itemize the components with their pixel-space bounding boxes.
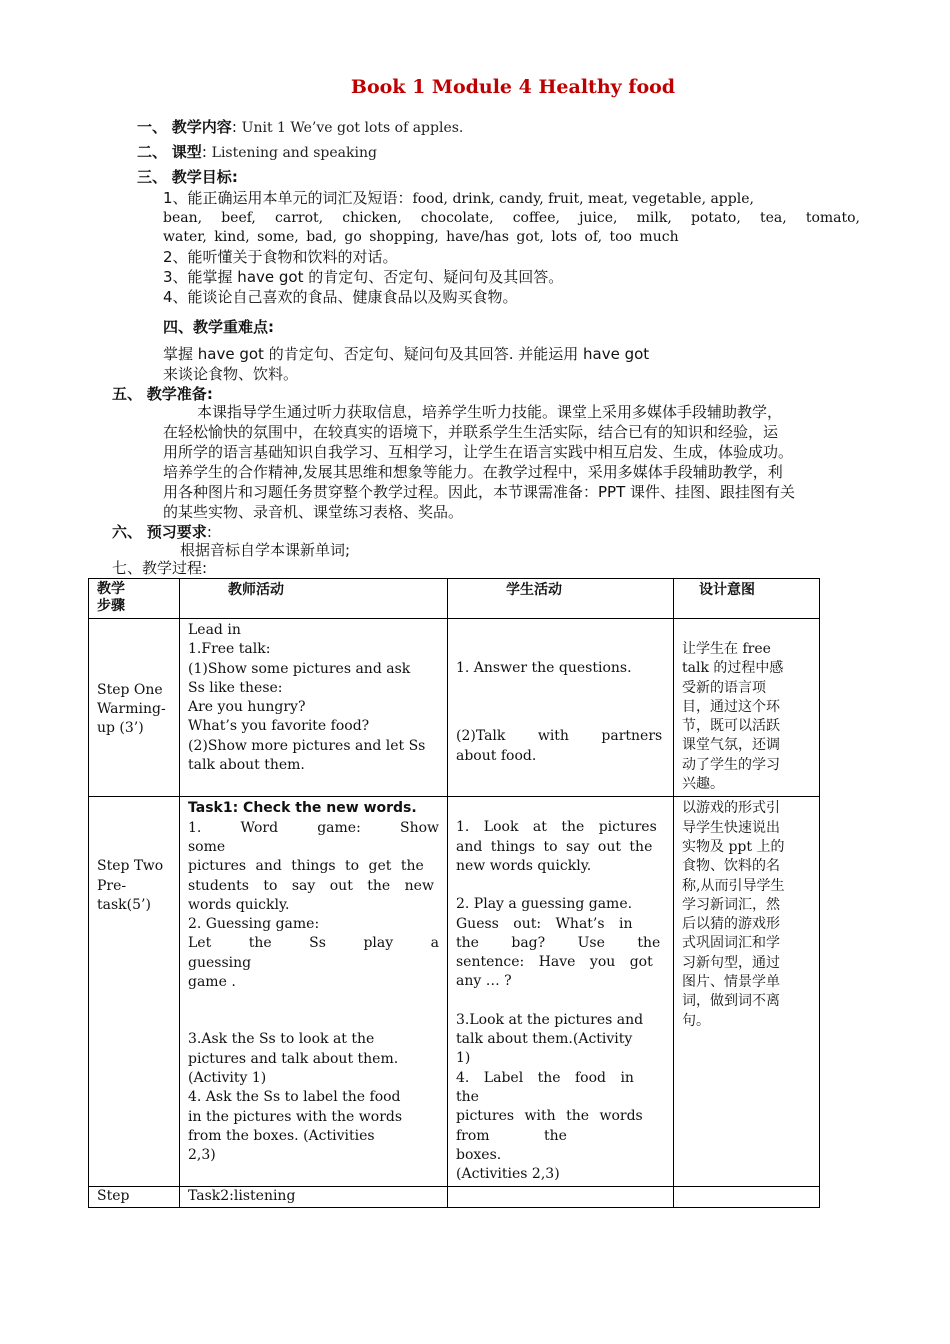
preparation-line: 在轻松愉快的氛围中，在较真实的语境下，并联系学生生活实际，结合已有的知识和经验，运 [163, 423, 779, 441]
section-lesson-type: 二、 课型: Listening and speaking [137, 143, 377, 161]
section-number: 五、 [112, 385, 143, 403]
table-header-row [89, 579, 820, 619]
preview-text: 根据音标自学本课新单词; [180, 541, 351, 559]
header-teacher: 教师活动 [180, 579, 448, 619]
section-preview: 六、 预习要求: [112, 523, 212, 541]
section-label: 教学目标 [171, 168, 232, 186]
preparation-line: 培养学生的合作精神,发展其思维和想象等能力。在教学过程中，采用多媒体手段辅助教学，利 [163, 463, 783, 481]
section-label: 四、教学重难点 [163, 318, 269, 336]
design-intent-cell: 以游戏的形式引 导学生快速说出 实物及 ppt 上的 食物、饮料的名 称,从而引导学生 学习新词汇，然 后以猜的游戏形 式巩固词汇和学 习新句型，通过 图片、情景学单 词，做到词不离 句。 [674, 797, 820, 1187]
section-label: 教学准备 [146, 385, 207, 403]
section-label: 预习要求 [146, 523, 207, 541]
table-row [89, 797, 820, 1187]
section-objectives: 三、 教学目标: [137, 168, 238, 186]
difficulty-line-1: 掌握 have got 的肯定句、否定句、疑问句及其回答. 并能运用 have got [163, 345, 650, 363]
section-value: Unit 1 We’ve got lots of apples. [241, 120, 464, 136]
page-title: Book 1 Module 4 Healthy food [350, 76, 676, 98]
preparation-line: 的某些实物、录音机、课堂练习表格、奖品。 [163, 503, 464, 521]
section-value: Listening and speaking [211, 145, 377, 161]
objective-4: 4、能谈论自己喜欢的食品、健康食品以及购买食物。 [163, 288, 518, 306]
section-number: 三、 [137, 168, 168, 186]
step-cell: Step [89, 1187, 180, 1207]
header-step: 教学步骤 [89, 579, 180, 619]
preparation-line: 本课指导学生通过听力获取信息，培养学生听力技能。课堂上采用多媒体手段辅助教学， [197, 403, 783, 421]
objective-3: 3、能掌握 have got 的肯定句、否定句、疑问句及其回答。 [163, 268, 564, 286]
section-number: 二、 [137, 143, 168, 161]
vocab-line-1: food, drink, candy, fruit, meat, vegetable, apple, [412, 191, 754, 207]
section-preparation: 五、 教学准备: [112, 385, 213, 403]
design-intent-cell [674, 1187, 820, 1207]
student-activity-cell: 1. Answer the questions. (2)Talk with partners about food. [448, 619, 674, 797]
header-intent: 设计意图 [674, 579, 820, 619]
section-number: 一、 [137, 118, 168, 136]
section-label: 七、教学过程 [112, 559, 203, 577]
teacher-activity-cell: Lead in 1.Free talk: (1)Show some pictures and ask Ss like these: Are you hungry? What’s you favorite food? (2)Show more pictures and let Ss talk about them. [180, 619, 448, 797]
lesson-plan-table [88, 578, 820, 1208]
section-label: 课型 [171, 143, 202, 161]
objective-2: 2、能听懂关于食物和饮料的对话。 [163, 248, 398, 266]
step-cell: Step Two Pre-task(5’) [89, 797, 180, 1187]
header-student: 学生活动 [448, 579, 674, 619]
section-label: 教学内容 [171, 118, 232, 136]
difficulty-line-2: 来谈论食物、饮料。 [163, 365, 299, 383]
student-activity-cell [448, 1187, 674, 1207]
section-content: 一、 教学内容: Unit 1 We’ve got lots of apples. [137, 118, 464, 136]
student-activity-cell: 1. Look at the pictures and things to say out the new words quickly. 2. Play a guessing game. Guess out: What’s in the bag? Use the sentence: Have you got any … ? 3.Look at the pictures and talk about them.(Activity 1) 4. Label the food in the pictures with the words from the boxes. (Activities 2,3) [448, 797, 674, 1187]
preparation-line: 用所学的语言基础知识自我学习、互相学习，让学生在语言实践中相互启发、生成，体验成功。 [163, 443, 794, 461]
section-number: 六、 [112, 523, 143, 541]
vocab-line-3: water, kind, some, bad, go shopping, have/has got, lots of, too much [163, 229, 679, 245]
preparation-line: 用各种图片和习题任务贯穿整个教学过程。因此，本节课需准备：PPT 课件、挂图、跟挂图有关 [163, 483, 796, 501]
step-cell: Step One Warming-up (3’) [89, 619, 180, 797]
vocab-line-2: bean, beef, carrot, chicken, chocolate, coffee, juice, milk, potato, tea, tomato, [163, 210, 860, 226]
section-difficulty: 四、教学重难点: [163, 318, 275, 336]
teacher-activity-cell: Task1: Check the new words. 1. Word game: Show some pictures and things to get the students to say out the new words quickly. 2. Guessing game: Let the Ss play a guessing game . 3.Ask the Ss to look at the pictures and talk about them. (Activity 1) 4. Ask the Ss to label the food in the pictures with the words from the boxes. (Activities 2,3) [180, 797, 448, 1187]
table-row [89, 1187, 820, 1207]
objective-1: 1、能正确运用本单元的词汇及短语：food, drink, candy, fruit, meat, vegetable, apple, [163, 189, 754, 207]
table-row [89, 619, 820, 797]
design-intent-cell: 让学生在 free talk 的过程中感 受新的语言项 目，通过这个环 节，既可以活跃 课堂气氛，还调 动了学生的学习 兴趣。 [674, 619, 820, 797]
section-process: 七、教学过程: [112, 559, 208, 577]
teacher-activity-cell: Task2:listening [180, 1187, 448, 1207]
